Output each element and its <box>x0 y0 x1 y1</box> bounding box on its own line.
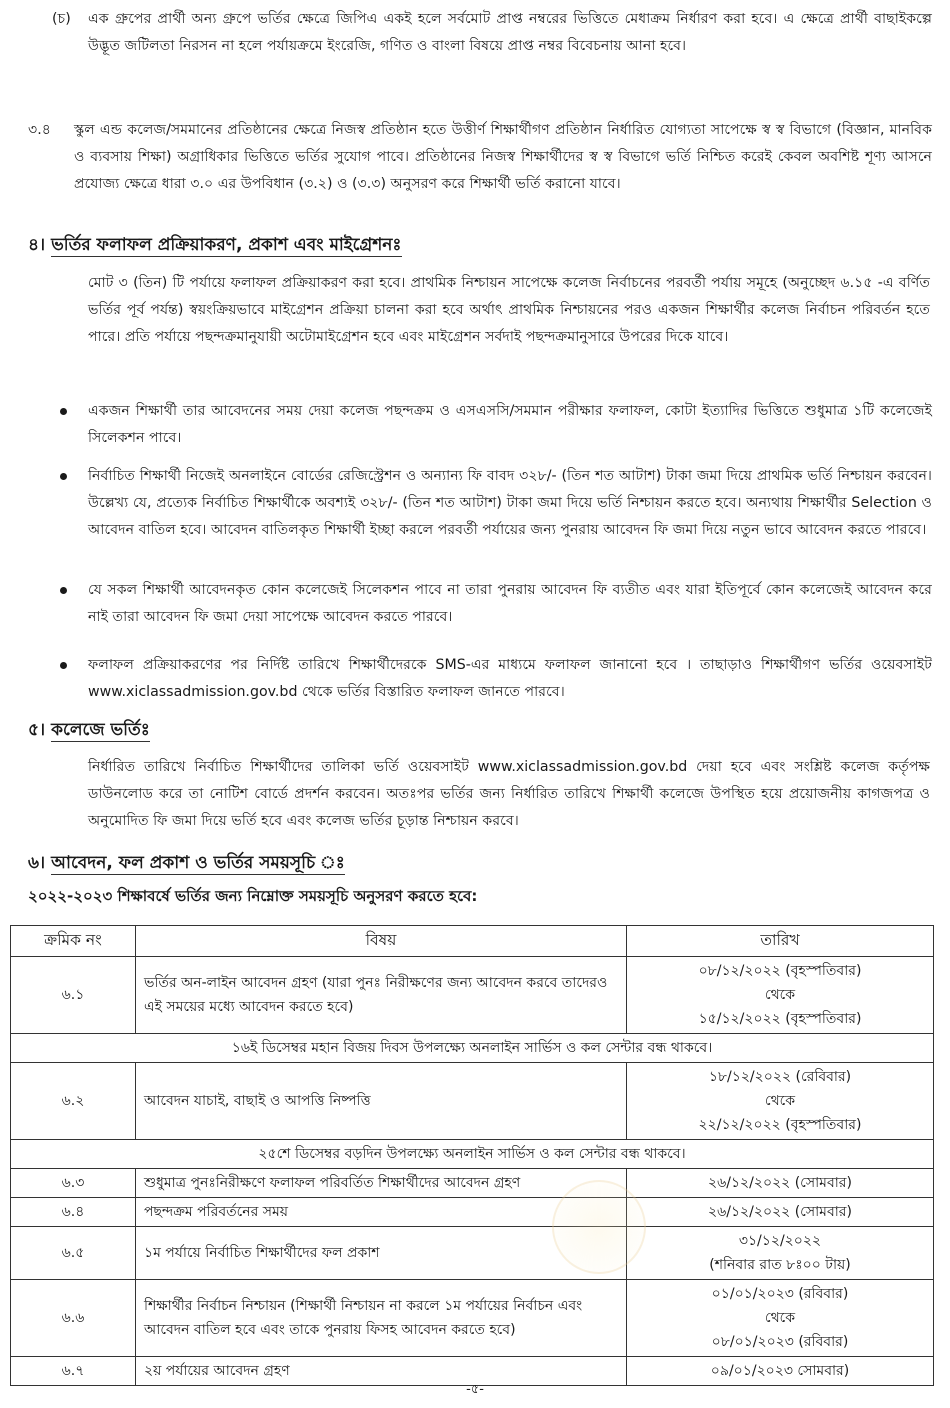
section-5-text: নির্ধারিত তারিখে নির্বাচিত শিক্ষার্থীদের তালিকা ভর্তি ওয়েবসাইট www.xiclassadmission.gov.bd দেয়া হবে এবং সংশ্লিষ্ট কলেজ কর্তৃপক্ষ ডাউনলোড করে তা নোটিশ বোর্ডে প্রদর্শন করবেন। অতঃপর ভর্তির জন্য নির্ধারিত তারিখে শিক্ষার্থী কলেজে উপস্থিত হয়ে প্রয়োজনীয় কাগজপত্র ও অনুমোদিত ফি জমা দিয়ে ভর্তি হবে এবং কলেজ ভর্তির চূড়ান্ত নিশ্চায়ন করবে। <box>88 759 930 829</box>
serial-cell: ৬.৩ <box>11 1169 136 1198</box>
table-row <box>11 1280 934 1357</box>
section-6-number: ৬। <box>28 853 46 873</box>
section-4-bullet-list <box>60 577 932 631</box>
section-6-title: আবেদন, ফল প্রকাশ ও ভর্তির সময়সূচি ঃ <box>51 853 345 873</box>
date-cell: ০৯/০১/২০২৩ সোমবার) <box>627 1357 934 1386</box>
date-separator: থেকে <box>764 987 796 1003</box>
subject-cell: শুধুমাত্র পুনঃনিরীক্ষণে ফলাফল পরিবর্তিত শিক্ষার্থীদের আবেদন গ্রহণ <box>136 1169 627 1198</box>
table-notice-row <box>11 1140 934 1169</box>
table-header-row <box>11 926 934 957</box>
serial-cell: ৬.২ <box>11 1063 136 1140</box>
date-cell <box>627 1227 934 1280</box>
subject-cell: আবেদন যাচাই, বাছাই ও আপত্তি নিষ্পত্তি <box>136 1063 627 1140</box>
serial-cell: ৬.৬ <box>11 1280 136 1357</box>
clause-3-4-text: স্কুল এন্ড কলেজ/সমমানের প্রতিষ্ঠানের ক্ষেত্রে নিজস্ব প্রতিষ্ঠান হতে উত্তীর্ণ শিক্ষার্থীগণ প্রতিষ্ঠান নির্ধারিত যোগ্যতা সাপেক্ষে স্ব স্ব বিভাগে (বিজ্ঞান, মানবিক ও ব্যবসায় শিক্ষা) অগ্রাধিকার ভিত্তিতে ভর্তির সুযোগ পাবে। প্রতিষ্ঠানের নিজস্ব শিক্ষার্থীদের স্ব স্ব বিভাগে ভর্তি নিশ্চিত করেই কেবল অবশিষ্ট শূণ্য আসনে প্রযোজ্য ক্ষেত্রে ধারা ৩.০ এর উপবিধান (৩.২) ও (৩.৩) অনুসরণ করে শিক্ষার্থী ভর্তি করানো যাবে। <box>74 122 932 192</box>
date-start: ৩১/১২/২০২২ <box>738 1233 822 1249</box>
table-row <box>11 1169 934 1198</box>
date-cell: ২৬/১২/২০২২ (সোমবার) <box>627 1198 934 1227</box>
section-4-bullet-list <box>60 398 932 452</box>
column-header-serial: ক্রমিক নং <box>11 926 136 957</box>
clause-c-label: (চ) <box>52 11 71 27</box>
date-time: (শনিবার রাত ৮ঃ০০ টায়) <box>709 1257 851 1273</box>
clause-c <box>52 6 932 60</box>
watermark-seal-icon <box>552 1180 646 1274</box>
section-4-heading <box>28 232 402 258</box>
serial-cell: ৬.৭ <box>11 1357 136 1386</box>
serial-cell: ৬.৫ <box>11 1227 136 1280</box>
table-row <box>11 1063 934 1140</box>
column-header-subject: বিষয় <box>136 926 627 957</box>
clause-c-text: এক গ্রুপের প্রার্থী অন্য গ্রুপে ভর্তির ক্ষেত্রে জিপিএ একই হলে সর্বমোট প্রাপ্ত নম্বরের ভিত্তিতে মেধাক্রম নির্ধারণ করা হবে। এ ক্ষেত্রে প্রার্থী বাছাইকল্পে উদ্ভূত জটিলতা নিরসন না হলে পর্যায়ক্রমে ইংরেজি, গণিত ও বাংলা বিষয়ে প্রাপ্ত নম্বর বিবেচনায় আনা হবে। <box>88 11 932 54</box>
clause-3-4-label: ৩.৪ <box>28 122 51 138</box>
bullet-text: নির্বাচিত শিক্ষার্থী নিজেই অনলাইনে বোর্ডের রেজিস্ট্রেশন ও অন্যান্য ফি বাবদ ৩২৮/- (তিন শত আটাশ) টাকা জমা দিয়ে প্রাথমিক ভর্তি নিশ্চায়ন করবেন। উল্লেখ্য যে, প্রত্যেক নির্বাচিত শিক্ষার্থীকে অবশ্যই ৩২৮/- (তিন শত আটাশ) টাকা জমা দিয়ে ভর্তি নিশ্চায়ন করতে হবে। অন্যথায় শিক্ষার্থীর Selection ও আবেদন বাতিল হবে। আবেদন বাতিলকৃত শিক্ষার্থী ইচ্ছা করলে পরবর্তী পর্যায়ের জন্য পুনরায় আবেদন ফি জমা দিয়ে নতুন ভাবে আবেদন করতে পারবে। <box>88 468 932 538</box>
date-end: ২২/১২/২০২২ (বৃহস্পতিবার) <box>698 1117 862 1133</box>
date-start: ০৮/১২/২০২২ (বৃহস্পতিবার) <box>698 963 862 979</box>
date-separator: থেকে <box>764 1093 796 1109</box>
table-row <box>11 1198 934 1227</box>
table-row <box>11 957 934 1034</box>
section-4-number: ৪। <box>28 235 46 255</box>
subject-cell: ১ম পর্যায়ে নির্বাচিত শিক্ষার্থীদের ফল প্রকাশ <box>136 1227 627 1280</box>
table-row <box>11 1227 934 1280</box>
serial-cell: ৬.৪ <box>11 1198 136 1227</box>
date-start: ০১/০১/২০২৩ (রবিবার) <box>711 1286 849 1302</box>
bullet-icon <box>60 408 67 415</box>
date-cell <box>627 1063 934 1140</box>
schedule-table <box>10 925 934 1386</box>
serial-cell: ৬.১ <box>11 957 136 1034</box>
date-cell: ২৬/১২/২০২২ (সোমবার) <box>627 1169 934 1198</box>
bullet-icon <box>60 473 67 480</box>
date-start: ১৮/১২/২০২২ (রেবিবার) <box>708 1069 852 1085</box>
section-4-intro: মোট ৩ (তিন) টি পর্যায়ে ফলাফল প্রক্রিয়াকরণ করা হবে। প্রাথমিক নিশ্চায়ন সাপেক্ষে কলেজ নির্বাচনের পরবর্তী পর্যায় সমূহে (অনুচ্ছেদ ৬.১৫ -এ বর্ণিত ভর্তির পূর্ব পর্যন্ত) স্বয়ংক্রিয়ভাবে মাইগ্রেশন প্রক্রিয়া চালনা করা হবে অর্থাৎ প্রাথমিক নিশ্চায়নের পরও একজন শিক্ষার্থীর কলেজ নির্বাচন পরিবর্তন হতে পারে। প্রতি পর্যায়ে পছন্দক্রমানুযায়ী অটোমাইগ্রেশন হবে এবং মাইগ্রেশন সর্বদাই পছন্দক্রমানুসারে উপরের দিকে যাবে। <box>88 275 930 345</box>
list-item <box>60 577 932 631</box>
date-end: ০৮/০১/২০২৩ (রবিবার) <box>711 1334 849 1350</box>
section-5-number: ৫। <box>28 720 46 740</box>
notice-cell: ১৬ই ডিসেম্বর মহান বিজয় দিবস উপলক্ষ্যে অনলাইন সার্ভিস ও কল সেন্টার বন্ধ থাকবে। <box>11 1034 934 1063</box>
section-6-heading <box>28 850 345 876</box>
section-4-bullet-list <box>60 652 932 706</box>
bullet-text: একজন শিক্ষার্থী তার আবেদনের সময় দেয়া কলেজ পছন্দক্রম ও এসএসসি/সমমান পরীক্ষার ফলাফল, কোটা ইত্যাদির ভিত্তিতে শুধুমাত্র ১টি কলেজেই সিলেকশন পাবে। <box>88 403 932 446</box>
subject-cell: পছন্দক্রম পরিবর্তনের সময় <box>136 1198 627 1227</box>
bullet-icon <box>60 587 67 594</box>
date-end: ১৫/১২/২০২২ (বৃহস্পতিবার) <box>698 1011 862 1027</box>
list-item <box>60 652 932 706</box>
list-item <box>60 398 932 452</box>
bullet-icon <box>60 662 67 669</box>
subject-cell: ভর্তির অন-লাইন আবেদন গ্রহণ (যারা পুনঃ নিরীক্ষণের জন্য আবেদন করবে তাদেরও এই সময়ের মধ্যে আবেদন করতে হবে) <box>136 957 627 1034</box>
column-header-date: তারিখ <box>627 926 934 957</box>
date-cell <box>627 957 934 1034</box>
section-5-heading <box>28 717 150 743</box>
page-number: -৫- <box>466 1382 484 1397</box>
subject-cell: ২য় পর্যায়ের আবেদন গ্রহণ <box>136 1357 627 1386</box>
list-item <box>60 463 932 544</box>
section-6-subtitle: ২০২২-২০২৩ শিক্ষাবর্ষে ভর্তির জন্য নিম্নোক্ত সময়সূচি অনুসরণ করতে হবে: <box>28 887 478 905</box>
table-notice-row <box>11 1034 934 1063</box>
clause-3-4 <box>28 117 932 198</box>
bullet-text: ফলাফল প্রক্রিয়াকরণের পর নির্দিষ্ট তারিখে শিক্ষার্থীদেরকে SMS-এর মাধ্যমে ফলাফল জানানো হবে । তাছাড়াও শিক্ষার্থীগণ ভর্তির ওয়েবসাইট www.xiclassadmission.gov.bd থেকে ভর্তির বিস্তারিত ফলাফল জানতে পারবে। <box>88 657 932 700</box>
date-cell <box>627 1280 934 1357</box>
section-4-bullet-list <box>60 463 932 544</box>
section-4-title: ভর্তির ফলাফল প্রক্রিয়াকরণ, প্রকাশ এবং মাইগ্রেশনঃ <box>51 235 402 255</box>
notice-cell: ২৫শে ডিসেম্বর বড়দিন উপলক্ষ্যে অনলাইন সার্ভিস ও কল সেন্টার বন্ধ থাকবে। <box>11 1140 934 1169</box>
section-5-title: কলেজে ভর্তিঃ <box>51 720 150 740</box>
date-separator: থেকে <box>764 1310 796 1326</box>
subject-cell: শিক্ষার্থীর নির্বাচন নিশ্চায়ন (শিক্ষার্থী নিশ্চায়ন না করলে ১ম পর্যায়ের নির্বাচন এবং আবেদন বাতিল হবে এবং তাকে পুনরায় ফিসহ আবেদন করতে হবে) <box>136 1280 627 1357</box>
bullet-text: যে সকল শিক্ষার্থী আবেদনকৃত কোন কলেজেই সিলেকশন পাবে না তারা পুনরায় আবেদন ফি ব্যতীত এবং যারা ইতিপূর্বে কোন কলেজেই আবেদন করে নাই তারা আবেদন ফি জমা দেয়া সাপেক্ষে আবেদন করতে পারবে। <box>88 582 932 625</box>
